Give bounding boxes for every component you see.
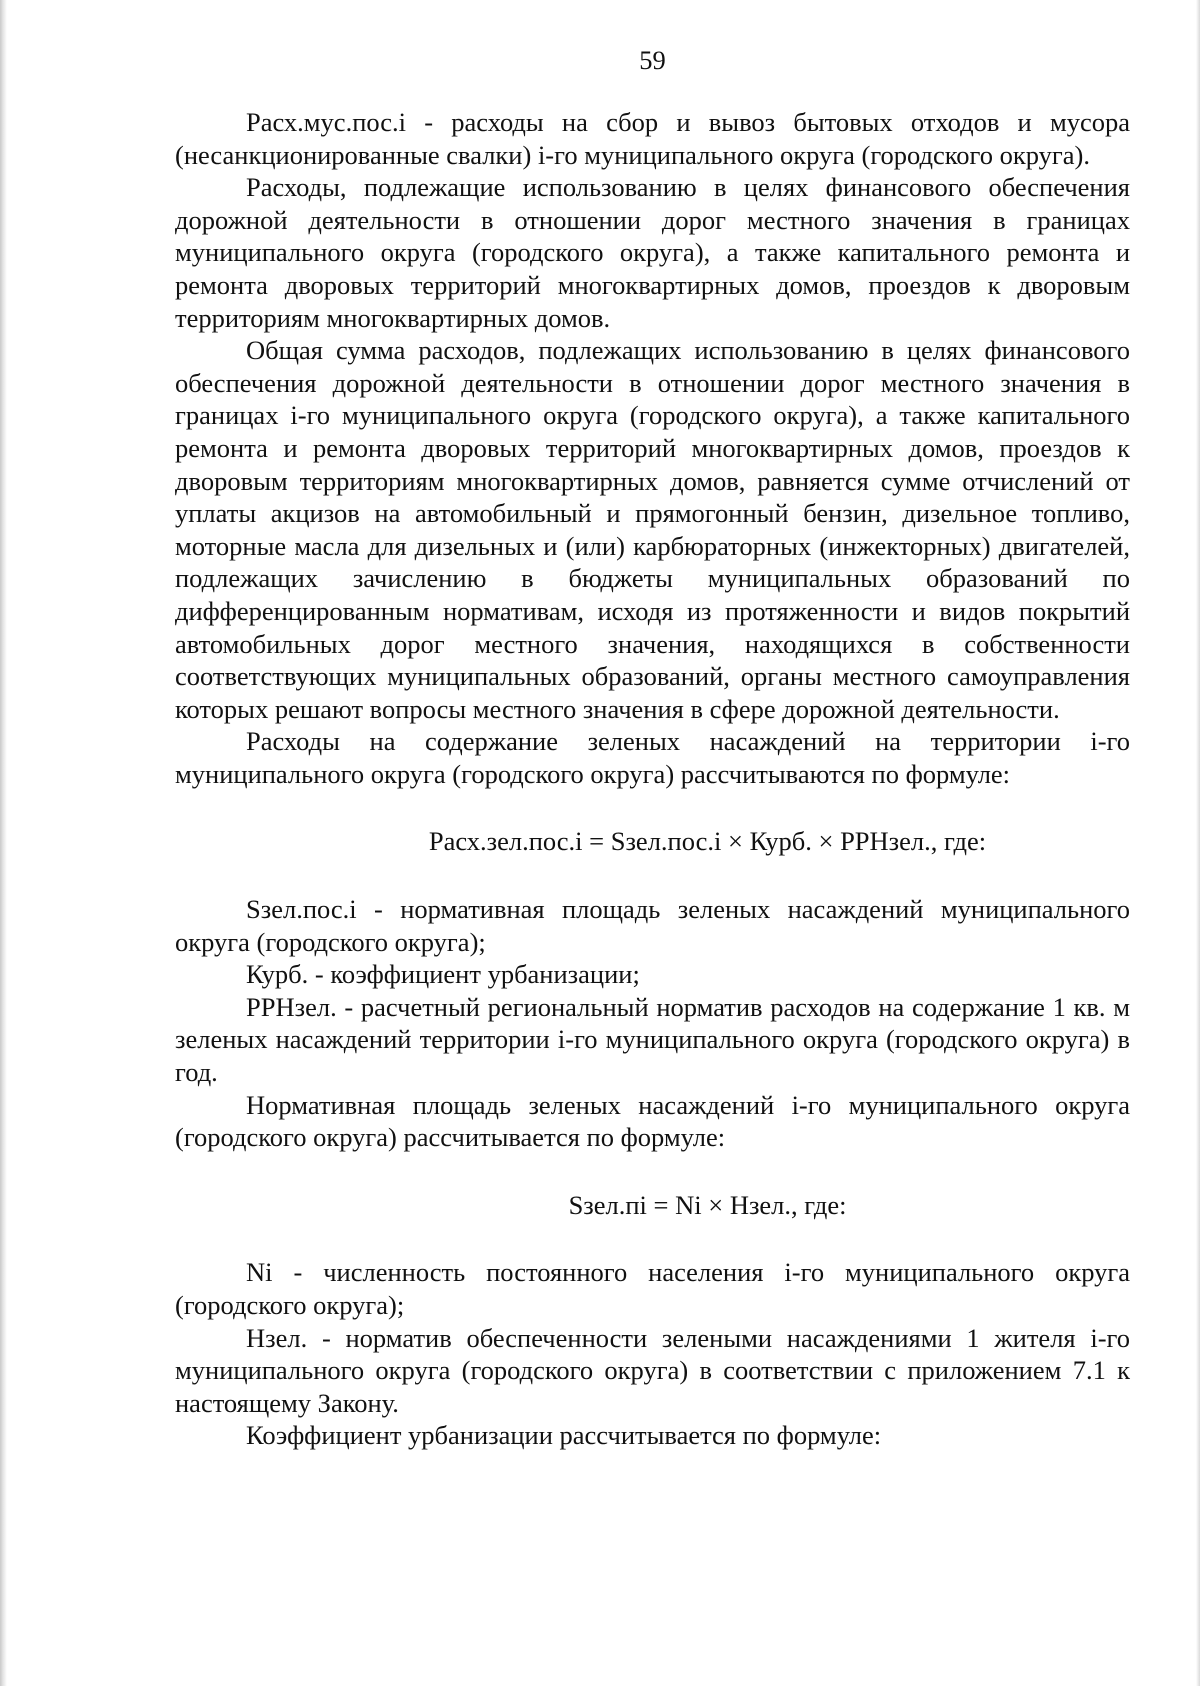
paragraph-road-total: Общая сумма расходов, подлежащих использованию в целях финансового обеспечения дорожной деятельности в отношении дорог местного значения в границах i-го муниципального округа (городского округа), а также капитального ремонта и ремонта дворовых территорий многоквартирных домов, проездов к дворовым территориям многоквартирных домов, равняется сумме отчислений от уплаты акцизов на автомобильный и прямогонный бензин, дизельное топливо, моторные масла для дизельных и (или) карбюраторных (инжекторных) двигателей, подлежащих зачислению в бюджеты муниципальных образований по дифференцированным нормативам, исходя из протяженности и видов покрытий автомобильных дорог местного значения, находящихся в собственности соответствующих муниципальных образований, органы местного самоуправления которых решают вопросы местного значения в сфере дорожной деятельности. — [175, 335, 1130, 724]
paragraph-urbanization-intro: Коэффициент урбанизации рассчитывается по формуле: — [246, 1420, 882, 1451]
definition-regional-norm: РРНзел. - расчетный региональный норматив расходов на содержание 1 кв. м зеленых насаждений территории i-го муниципального округа (городского округа) в год. — [175, 991, 1130, 1088]
scan-edge-left — [0, 0, 7, 1686]
definition-urbanization-coefficient: Курб. - коэффициент урбанизации; — [246, 959, 640, 990]
paragraph-green-area-intro: Нормативная площадь зеленых насаждений i-го муниципального округа (городского округа) рассчитывается по формуле: — [175, 1089, 1130, 1153]
paragraph-green-expenses-intro: Расходы на содержание зеленых насаждений на территории i-го муниципального округа (городского округа) рассчитываются по формуле: — [175, 726, 1130, 789]
formula-green-area: Sзел.пi = Ni × Нзел., где: — [568, 1189, 847, 1220]
document-body — [175, 106, 1130, 1452]
scan-edge-right — [1196, 0, 1200, 1686]
paragraph-waste-expenses: Расх.мус.пос.i - расходы на сбор и вывоз бытовых отходов и мусора (несанкционированные свалки) i-го муниципального округа (городского округа). — [175, 107, 1130, 170]
formula-green-expenses: Расх.зел.пос.i = Sзел.пос.i × Курб. × РРНзел., где: — [428, 826, 987, 857]
definition-green-area: Sзел.пос.i - нормативная площадь зеленых насаждений муниципального округа (городского округа); — [175, 894, 1130, 957]
definition-population: Ni - численность постоянного населения i-го муниципального округа (городского округа); — [175, 1257, 1130, 1320]
page-number: 59 — [639, 45, 666, 75]
paragraph-road-expenses: Расходы, подлежащие использованию в целях финансового обеспечения дорожной деятельности в отношении дорог местного значения в границах муниципального округа (городского округа), а также капитального ремонта и ремонта дворовых территорий многоквартирных домов, проездов к дворовым территориям многоквартирных домов. — [175, 172, 1130, 333]
definition-green-norm: Нзел. - норматив обеспеченности зелеными насаждениями 1 жителя i-го муниципального округа (городского округа) в соответствии с приложением 7.1 к настоящему Закону. — [175, 1322, 1130, 1418]
